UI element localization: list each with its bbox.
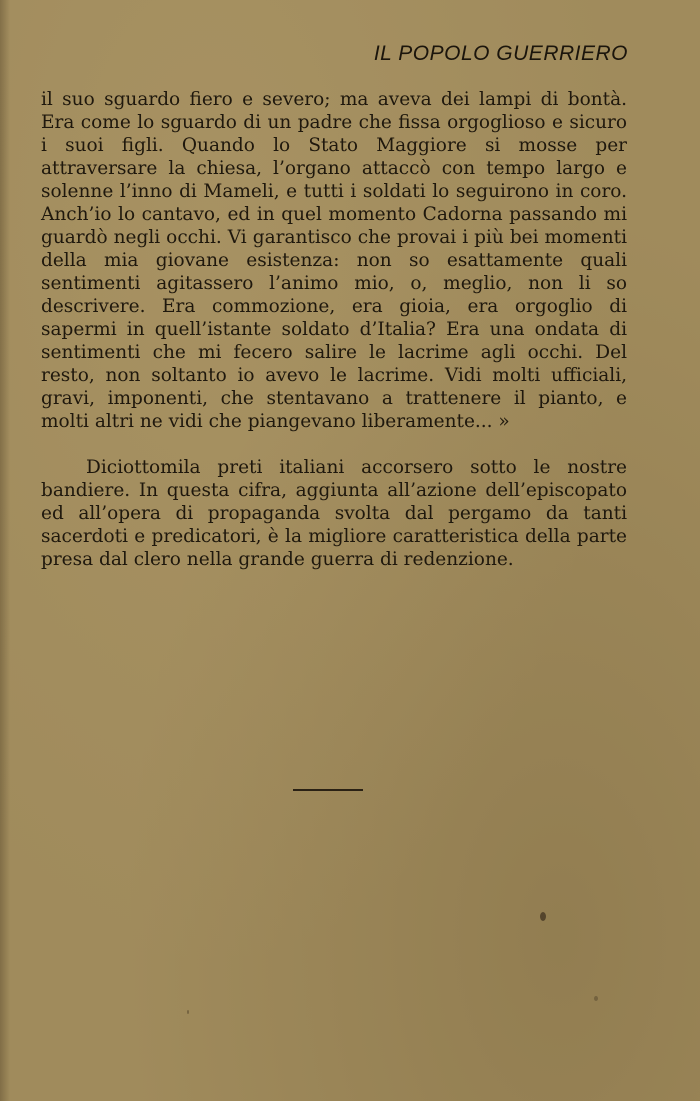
paper-speck [594, 996, 598, 1001]
paper-speck [540, 912, 546, 921]
page-binding-shadow [0, 0, 10, 1101]
section-end-rule [293, 789, 363, 791]
running-title: IL POPOLO GUERRIERO [373, 42, 628, 65]
body-text [41, 88, 627, 571]
paper-speck [187, 1010, 189, 1014]
paragraph: Diciottomila preti italiani accorsero sotto le nostre bandiere. In questa cifra, aggiunta all’azione dell’episcopato ed all’opera di propaganda svolta dal pergamo da tanti sacerdoti e predicatori, è la migliore caratteristica della parte presa dal clero nella grande guerra di redenzione. [41, 457, 627, 570]
paragraph: il suo sguardo fiero e severo; ma aveva dei lampi di bontà. Era come lo sguardo di un padre che fissa orgoglioso e sicuro i suoi figli. Quando lo Stato Maggiore si mosse per attraversare la chiesa, l’organo attaccò con tempo largo e solenne l’inno di Mameli, e tutti i soldati lo seguirono in coro. Anch’io lo cantavo, ed in quel momento Cadorna passando mi guardò negli occhi. Vi garantisco che provai i più bei momenti della mia giovane esistenza: non so esattamente quali sentimenti agitassero l’animo mio, o, meglio, non li so descrivere. Era commozione, era gioia, era orgoglio di sapermi in quell’istante soldato d’Italia? Era una ondata di sentimenti che mi fecero salire le lacrime agli occhi. Del resto, non soltanto io avevo le lacrime. Vidi molti ufficiali, gravi, imponenti, che stentavano a trattenere il pianto, e molti altri ne vidi che piangevano liberamente... » [41, 89, 627, 432]
